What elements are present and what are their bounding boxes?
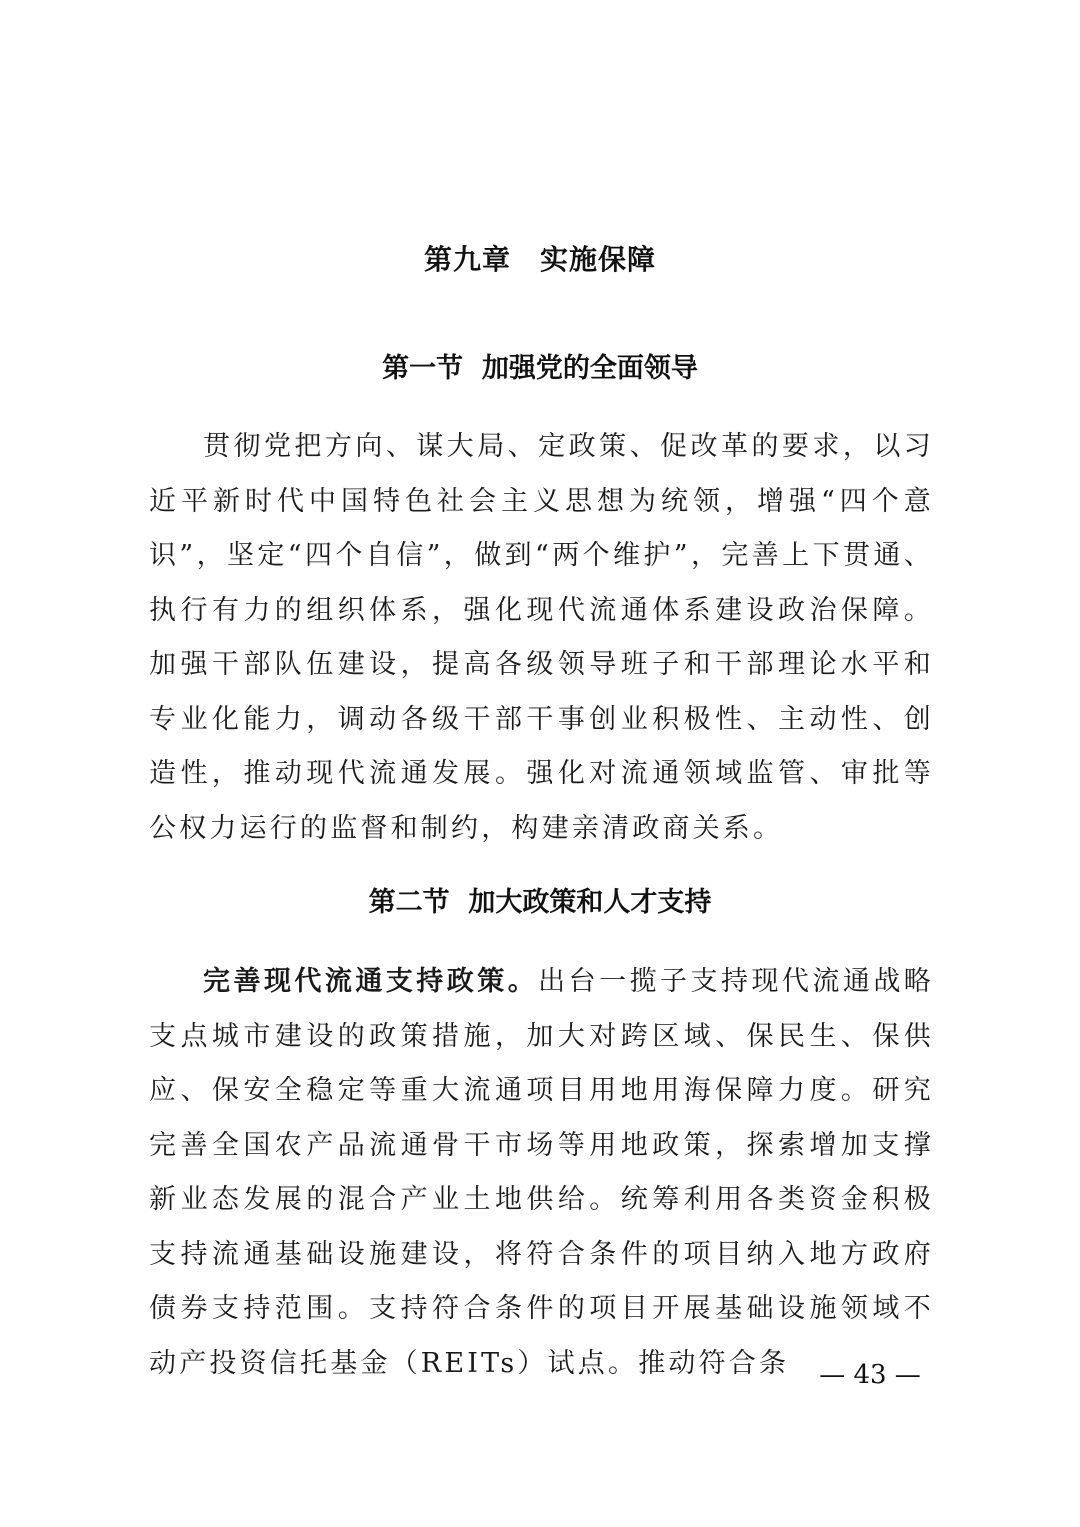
section-1-paragraph: 贯彻党把方向、谋大局、定政策、促改革的要求，以习近平新时代中国特色社会主义思想为统领，增强“四个意识”，坚定“四个自信”，做到“两个维护”，完善上下贯通、执行有力的组织体系，强化现代流通体系建设政治保障。加强干部队伍建设，提高各级领导班子和干部理论水平和专业化能力，调动各级干部干事创业积极性、主动性、创造性，推动现代流通发展。强化对流通领域监管、审批等公权力运行的监督和制约，构建亲清政商关系。 (149, 431, 934, 844)
section-2-title: 第二节 加大政策和人才支持 (368, 887, 712, 918)
chapter-title: 第九章 实施保障 (423, 243, 656, 276)
page-number: — 43 — (819, 1360, 921, 1390)
section-2-paragraph (149, 955, 934, 1391)
section-2-paragraph-body: 出台一揽子支持现代流通战略支点城市建设的政策措施，加大对跨区域、保民生、保供应、保安全稳定等重大流通项目用地用海保障力度。研究完善全国农产品流通骨干市场等用地政策，探索增加支撑新业态发展的混合产业土地供给。统筹利用各类资金积极支持流通基础设施建设，将符合条件的项目纳入地方政府债券支持范围。支持符合条件的项目开展基础设施领域不动产投资信托基金（REITs）试点。推动符合条 (149, 966, 934, 1379)
section-2-paragraph-lead: 完善现代流通支持政策。 (203, 966, 539, 997)
section-1-title: 第一节 加强党的全面领导 (382, 353, 698, 384)
